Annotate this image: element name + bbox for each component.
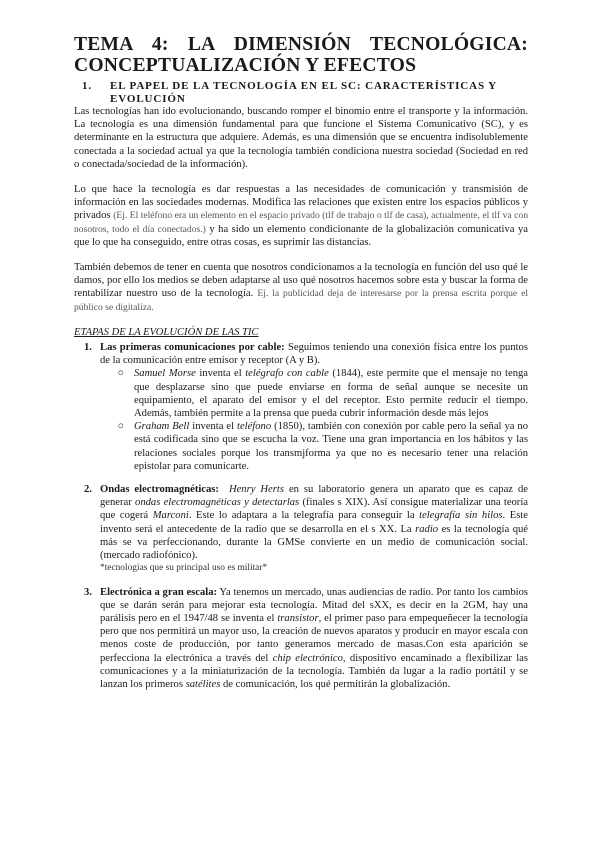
- invention-term: radio: [415, 523, 439, 535]
- stage-item-waves: [74, 483, 528, 575]
- section-heading: [74, 80, 528, 105]
- paragraph-needs-text-a: Lo que hace la tecnología es dar respuestas a las necesidades de comunicación y transmisión de información en las sociedades modernas. Modifica las relaciones que existen entre los espacios públicos y privados: [74, 184, 528, 222]
- paragraph-usage-text: También debemos de tener en cuenta que nosotros condicionamos a la tecnología en función del uso qué le damos, por ello los medios se deben adaptarse al uso qué nosotros hacemos sobre esta y buscar la forma de rentabilizar nuestro uso de la tecnología.: [74, 262, 528, 300]
- circle-bullet-icon: ○: [117, 421, 124, 433]
- section-heading-text: EL PAPEL DE LA TECNOLOGÍA EN EL SC: CARACTERÍSTICAS Y EVOLUCIÓN: [110, 80, 497, 105]
- inventor-name: Marconi: [152, 510, 189, 522]
- stage-paragraph: Ondas electromagnéticas: Henry Herts en su laboratorio genera un aparato que es capaz de generar ondas electromagnéticas y detectarlas (finales s XIX). Así consigue materializar una teoría que cogerá Marconi. Este lo adaptara a la telegrafía para conseguir la telegrafía sin hilos. Este invento será el antecedente de la radio que se desarrolla en el s XX. La radio es la tecnología qué más se va perfeccionando, durante la GMSe convierte en un medio de comunicación social. (mercado radiofónico).: [100, 484, 528, 562]
- section-number: 1.: [82, 80, 93, 92]
- stage-item-electronics: [74, 586, 528, 692]
- invention-term: satélites: [185, 678, 221, 690]
- invention-term: telégrafo con cable: [245, 368, 329, 380]
- paragraph-needs: [74, 183, 528, 249]
- paragraph-usage: [74, 261, 528, 314]
- stage-title: Las primeras comunicaciones por cable:: [100, 342, 285, 354]
- circle-bullet-icon: ○: [117, 368, 124, 380]
- stage-title: Ondas electromagnéticas:: [100, 484, 219, 496]
- inventor-name: Graham Bell: [134, 421, 190, 433]
- stage-paragraph: Electrónica a gran escala: Ya tenemos un mercado, unas audiencias de radio. Por tanto los cambios que se darán serán para mejorar esta tecnología. Mitad del sXX, es decir en la 2GM, hay una parálisis pero en el 1947/48 se inventa el transistor, el primer paso para empequeñecer la tecnología pero que nos permitirá un mayor uso, la creación de nuevos aparatos y producir en mayor escala con menos coste de producción, por tanto generamos mercado de masas.Con esta aparición se perfecciona la electrónica a través del chip electrónico, dispositivo encaminado a flexibilizar las comunicaciones y a la miniaturización de la tecnología. También da lugar a la radio portátil y se lanzan los primeros satélites de comunicación, los qué permitirán la globalización.: [100, 586, 529, 690]
- invention-term: transistor: [277, 612, 319, 624]
- paragraph-intro: Las tecnologías han ido evolucionando, buscando romper el binomio entre el transporte y la información. La tecnología es una dimensión fundamental para que funcione el Sistema Comunicativo (SC), y es determinante en la estructura que adquiere. Además, es una dimensión que se encuentra indisolublemente conectada a la sociedad actual ya que la tecnología también condiciona nuestra sociedad (Sociedad en red o conectada/sociedad de la información).: [74, 106, 528, 170]
- paragraph-needs-note: (Ej. El teléfono era un elemento en el espacio privado (tlf de trabajo o tlf de casa), actualmente, el tlf va con nosotros, todo el día conectados.): [74, 210, 529, 235]
- sub-list: [100, 367, 528, 473]
- stage-number: 3.: [84, 586, 92, 598]
- invention-term: telegrafía sin hilos: [419, 510, 503, 522]
- inventor-name: Henry Herts: [228, 484, 284, 496]
- invention-term: chip electrónico: [272, 652, 343, 664]
- sub-item-morse: ○ Samuel Morse inventa el telégrafo con cable (1844), este permite que el mensaje no tenga que desplazarse sino que puede enviarse en forma de señal aunque se necesite un equipamiento, el aparato del emisor y el del receptor. Esto permite reducir el tiempo. Además, también permite a la prensa que pueda cubrir información desde más lejos: [100, 367, 528, 420]
- stage-paragraph: [100, 341, 528, 367]
- stages-list: [74, 341, 528, 691]
- inventor-name: Samuel Morse: [134, 368, 196, 380]
- sub-item-bell: ○ Graham Bell inventa el teléfono (1850), también con conexión por cable pero la señal ya no está codificada sino que se escucha la voz. Tiene una gran importancia en los hábitos y las relaciones sociales porque los transmjforma ya que no es necesario tener una relación epistolar para comunicarte.: [100, 420, 528, 473]
- invention-term: ondas electromagnéticas y detectarlas: [135, 497, 300, 509]
- paragraph-usage-note: Ej. la publicidad deja de interesarse por la prensa escrita porque el público se digitaliza.: [74, 288, 528, 313]
- invention-term: teléfono: [237, 421, 272, 433]
- stage-number: 1.: [84, 342, 92, 354]
- stage-title: Electrónica a gran escala:: [100, 586, 218, 598]
- page-title: TEMA 4: LA DIMENSIÓN TECNOLÓGICA: CONCEPTUALIZACIÓN Y EFECTOS: [74, 34, 528, 76]
- paragraph-needs-text-b: y ha sido un elemento condicionante de la globalización comunicativa ya que lo que ha conseguido, entre otras cosas, es suprimir las distancias.: [74, 223, 529, 248]
- stage-note: *tecnologías que su principal uso es militar*: [100, 563, 268, 574]
- stage-text: Seguimos teniendo una conexión física entre los puntos de la comunicación entre emisor y receptor (A y B).: [100, 342, 528, 367]
- stages-heading: ETAPAS DE LA EVOLUCIÓN DE LAS TIC: [74, 326, 259, 338]
- stage-item-cable: [74, 341, 528, 473]
- stage-number: 2.: [84, 484, 92, 496]
